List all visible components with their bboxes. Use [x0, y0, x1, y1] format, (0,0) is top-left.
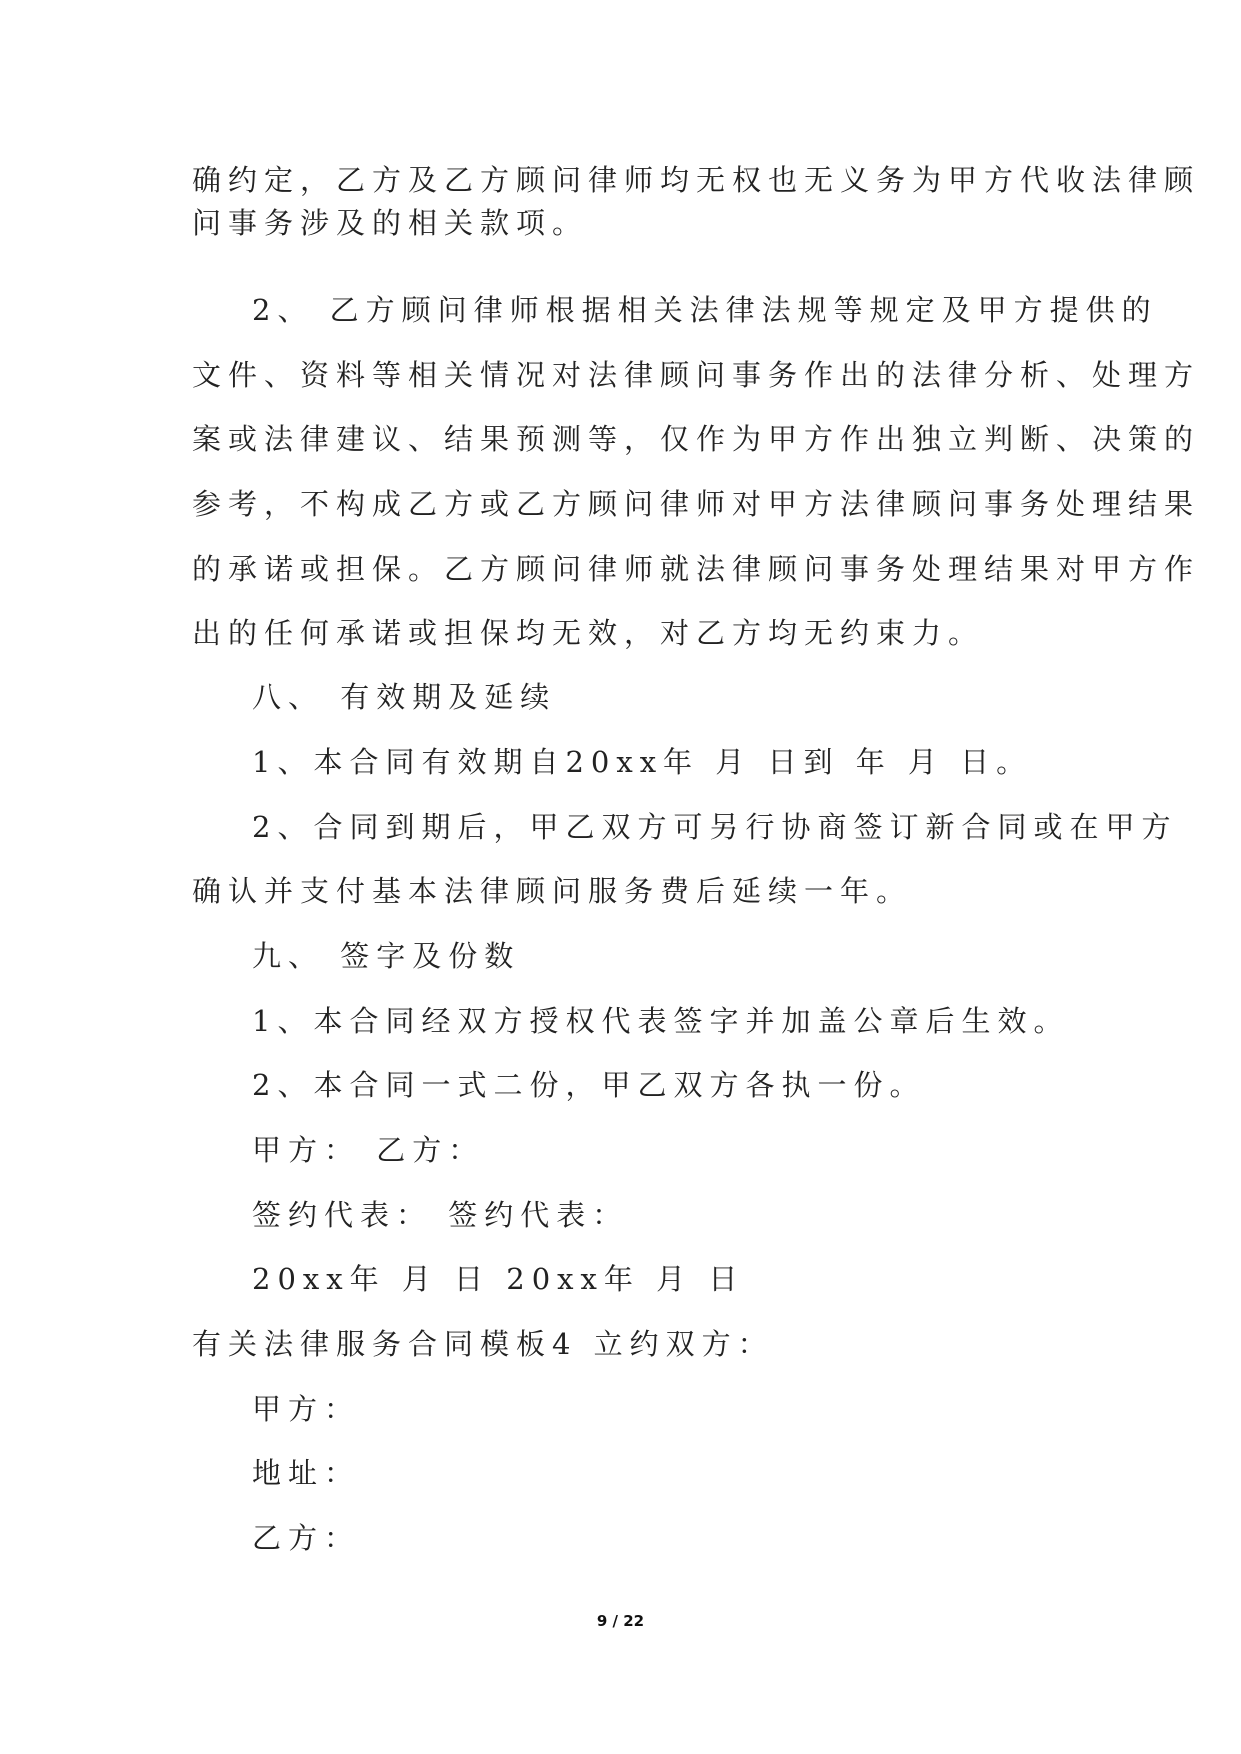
- paragraph-line: 确约定，乙方及乙方顾问律师均无权也无义务为甲方代收法律顾: [192, 163, 1201, 197]
- paragraph-line: 2、合同到期后，甲乙双方可另行协商签订新合同或在甲方: [252, 810, 1178, 844]
- paragraph-line: 出的任何承诺或担保均无效，对乙方均无约束力。: [192, 616, 985, 650]
- address-field: 地址：: [252, 1456, 361, 1490]
- section-heading: 八、 有效期及延续: [252, 680, 557, 714]
- paragraph-line: 确认并支付基本法律顾问服务费后延续一年。: [192, 874, 913, 908]
- template-title-line: 有关法律服务合同模板4 立约双方：: [192, 1327, 774, 1361]
- section-heading: 九、 签字及份数: [252, 939, 521, 973]
- paragraph-line: 参考，不构成乙方或乙方顾问律师对甲方法律顾问事务处理结果: [192, 487, 1201, 521]
- page-number: 9 / 22: [596, 1612, 645, 1630]
- signature-dates-line: 20xx年 月 日 20xx年 月 日: [252, 1262, 745, 1296]
- party-a-field: 甲方：: [252, 1392, 361, 1426]
- signature-representatives-line: 签约代表： 签约代表：: [252, 1198, 629, 1232]
- signature-parties-line: 甲方： 乙方：: [252, 1133, 485, 1167]
- paragraph-line: 的承诺或担保。乙方顾问律师就法律顾问事务处理结果对甲方作: [192, 552, 1201, 586]
- paragraph-line: 案或法律建议、结果预测等，仅作为甲方作出独立判断、决策的: [192, 422, 1201, 456]
- party-b-field: 乙方：: [252, 1521, 361, 1555]
- paragraph-line: 2、本合同一式二份，甲乙双方各执一份。: [252, 1068, 926, 1102]
- paragraph-line: 1、本合同有效期自20xx年 月 日到 年 月 日。: [252, 745, 1033, 779]
- paragraph-line: 文件、资料等相关情况对法律顾问事务作出的法律分析、处理方: [192, 358, 1201, 392]
- paragraph-line: 2、 乙方顾问律师根据相关法律法规等规定及甲方提供的: [252, 293, 1158, 327]
- paragraph-line: 问事务涉及的相关款项。: [192, 206, 589, 240]
- paragraph-line: 1、本合同经双方授权代表签字并加盖公章后生效。: [252, 1004, 1070, 1038]
